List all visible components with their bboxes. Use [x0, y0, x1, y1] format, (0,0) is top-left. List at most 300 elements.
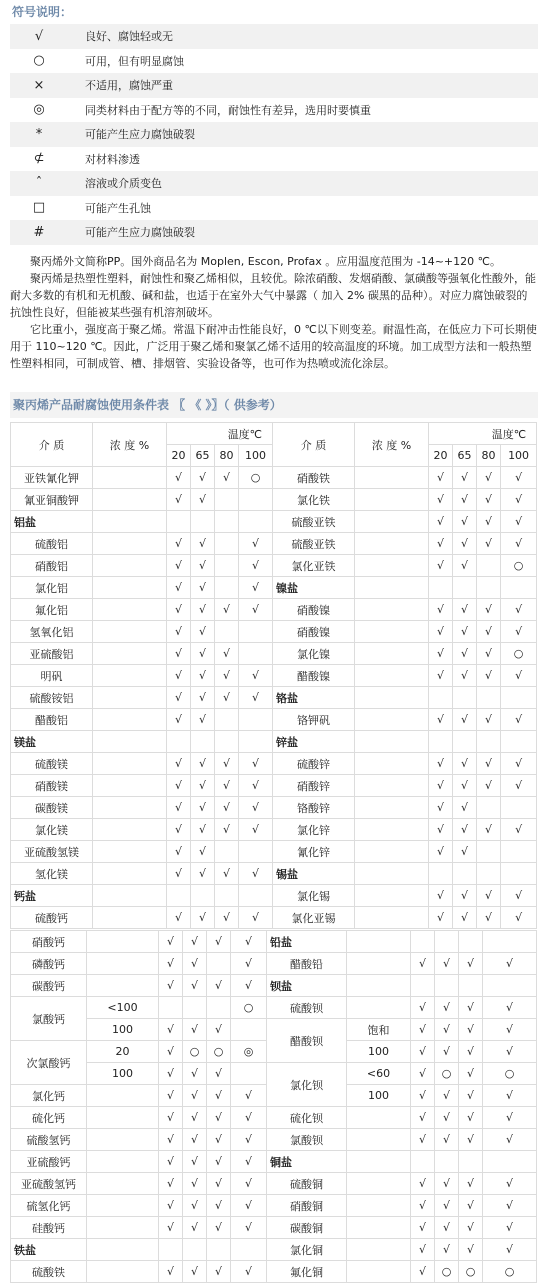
- concentration-cell: [87, 1195, 159, 1217]
- rating-cell: [453, 687, 477, 709]
- rating-cell: √: [215, 665, 239, 687]
- rating-cell: √: [167, 709, 191, 731]
- rating-cell: √: [483, 953, 537, 975]
- rating-cell: √: [183, 1217, 207, 1239]
- rating-cell: √: [231, 953, 267, 975]
- rating-cell: √: [183, 1085, 207, 1107]
- medium-cell: 硫酸亚铁: [273, 533, 355, 555]
- rating-cell: √: [207, 1129, 231, 1151]
- rating-cell: [501, 863, 537, 885]
- legend-symbol: #: [33, 224, 45, 240]
- rating-cell: [239, 709, 273, 731]
- medium-cell: 硫酸铵铝: [11, 687, 93, 709]
- concentration-cell: [93, 731, 167, 753]
- rating-cell: ○: [435, 1261, 459, 1283]
- rating-cell: √: [429, 819, 453, 841]
- rating-cell: [215, 489, 239, 511]
- rating-cell: [453, 577, 477, 599]
- rating-cell: √: [459, 1107, 483, 1129]
- rating-cell: [215, 511, 239, 533]
- rating-cell: √: [429, 621, 453, 643]
- table-row: [11, 643, 537, 665]
- rating-cell: √: [183, 1129, 207, 1151]
- rating-cell: [239, 621, 273, 643]
- rating-cell: ○: [207, 1041, 231, 1063]
- medium-cell: 亚硫酸氢钙: [11, 1173, 87, 1195]
- concentration-cell: [93, 819, 167, 841]
- corrosion-table-2: [10, 930, 537, 1283]
- rating-cell: √: [459, 953, 483, 975]
- concentration-cell: [93, 775, 167, 797]
- rating-cell: √: [435, 1107, 459, 1129]
- corrosion-table-1: [10, 422, 537, 929]
- rating-cell: √: [215, 775, 239, 797]
- rating-cell: ○: [483, 1261, 537, 1283]
- rating-cell: ○: [501, 555, 537, 577]
- legend-symbol: √: [34, 28, 44, 44]
- concentration-cell: [355, 775, 429, 797]
- table-row: [11, 533, 537, 555]
- rating-cell: [429, 863, 453, 885]
- table-row: [11, 775, 537, 797]
- legend-row: [10, 147, 538, 172]
- medium-cell: 氯化锡: [273, 885, 355, 907]
- rating-cell: √: [167, 775, 191, 797]
- rating-cell: √: [459, 1173, 483, 1195]
- rating-cell: √: [239, 797, 273, 819]
- concentration-cell: 20: [87, 1041, 159, 1063]
- rating-cell: √: [191, 819, 215, 841]
- medium-cell: 铁盐: [11, 1239, 87, 1261]
- rating-cell: [167, 511, 191, 533]
- concentration-cell: [355, 863, 429, 885]
- rating-cell: [429, 687, 453, 709]
- rating-cell: √: [453, 665, 477, 687]
- rating-cell: √: [501, 665, 537, 687]
- rating-cell: √: [191, 489, 215, 511]
- header-temp-20: 20: [167, 445, 191, 467]
- rating-cell: [215, 885, 239, 907]
- rating-cell: [435, 1151, 459, 1173]
- concentration-cell: [87, 975, 159, 997]
- rating-cell: √: [239, 599, 273, 621]
- table-row: [11, 1239, 537, 1261]
- rating-cell: √: [453, 797, 477, 819]
- legend-symbol: □: [32, 200, 46, 216]
- rating-cell: √: [159, 1107, 183, 1129]
- medium-cell: 氯酸钙: [11, 997, 87, 1041]
- rating-cell: √: [501, 621, 537, 643]
- concentration-cell: [355, 709, 429, 731]
- concentration-cell: <100: [87, 997, 159, 1019]
- rating-cell: [477, 797, 501, 819]
- rating-cell: √: [207, 975, 231, 997]
- concentration-cell: [355, 731, 429, 753]
- concentration-cell: [93, 643, 167, 665]
- rating-cell: √: [231, 1151, 267, 1173]
- concentration-cell: 饱和: [347, 1019, 411, 1041]
- medium-cell: 碳酸镁: [11, 797, 93, 819]
- table-row: [11, 555, 537, 577]
- concentration-cell: [93, 841, 167, 863]
- rating-cell: √: [167, 819, 191, 841]
- header-temp-80: 80: [215, 445, 239, 467]
- concentration-cell: [93, 511, 167, 533]
- rating-cell: √: [477, 599, 501, 621]
- rating-cell: √: [411, 1085, 435, 1107]
- rating-cell: √: [453, 467, 477, 489]
- medium-cell: 铬钾矾: [273, 709, 355, 731]
- rating-cell: √: [215, 599, 239, 621]
- rating-cell: √: [239, 533, 273, 555]
- legend-row: [10, 220, 538, 245]
- rating-cell: √: [435, 1173, 459, 1195]
- rating-cell: [215, 841, 239, 863]
- concentration-cell: [347, 1239, 411, 1261]
- rating-cell: √: [453, 533, 477, 555]
- concentration-cell: [93, 467, 167, 489]
- table-row: [11, 1173, 537, 1195]
- medium-cell: 硫酸氢钙: [11, 1129, 87, 1151]
- rating-cell: √: [429, 775, 453, 797]
- medium-cell: 铬酸锌: [273, 797, 355, 819]
- rating-cell: √: [191, 709, 215, 731]
- legend-title: 符号说明：: [12, 5, 73, 19]
- concentration-cell: [93, 665, 167, 687]
- medium-cell: 氯酸钡: [267, 1129, 347, 1151]
- rating-cell: √: [477, 709, 501, 731]
- rating-cell: √: [167, 797, 191, 819]
- legend-text: 可能产生孔蚀: [85, 201, 151, 215]
- medium-cell: 醋酸铅: [267, 953, 347, 975]
- medium-cell: 醋酸铝: [11, 709, 93, 731]
- rating-cell: √: [453, 621, 477, 643]
- rating-cell: √: [191, 775, 215, 797]
- concentration-cell: [355, 577, 429, 599]
- medium-cell: 镁盐: [11, 731, 93, 753]
- rating-cell: √: [477, 511, 501, 533]
- rating-cell: √: [231, 1173, 267, 1195]
- medium-cell: 硫酸钙: [11, 907, 93, 929]
- medium-cell: 硝酸钙: [11, 931, 87, 953]
- rating-cell: √: [501, 709, 537, 731]
- table-row: [11, 863, 537, 885]
- rating-cell: √: [183, 953, 207, 975]
- rating-cell: √: [501, 533, 537, 555]
- concentration-cell: [347, 1195, 411, 1217]
- medium-cell: 碳酸铜: [267, 1217, 347, 1239]
- concentration-cell: [87, 1151, 159, 1173]
- medium-cell: 醋酸镍: [273, 665, 355, 687]
- table-row: [11, 709, 537, 731]
- concentration-cell: [355, 907, 429, 929]
- rating-cell: √: [435, 1019, 459, 1041]
- header-temperature: 温度℃: [167, 423, 273, 445]
- concentration-cell: [355, 533, 429, 555]
- table-row: [11, 1261, 537, 1283]
- rating-cell: [435, 931, 459, 953]
- table-row: [11, 819, 537, 841]
- medium-cell: 硫化钙: [11, 1107, 87, 1129]
- rating-cell: [501, 577, 537, 599]
- rating-cell: √: [429, 555, 453, 577]
- rating-cell: [167, 731, 191, 753]
- medium-cell: 氟化铜: [267, 1261, 347, 1283]
- rating-cell: √: [231, 1195, 267, 1217]
- rating-cell: √: [435, 997, 459, 1019]
- rating-cell: √: [231, 1107, 267, 1129]
- rating-cell: √: [429, 533, 453, 555]
- rating-cell: √: [477, 775, 501, 797]
- rating-cell: √: [191, 863, 215, 885]
- medium-cell: 亚硫酸铝: [11, 643, 93, 665]
- rating-cell: [239, 841, 273, 863]
- legend-text: 对材料渗透: [85, 152, 140, 166]
- rating-cell: √: [477, 753, 501, 775]
- concentration-cell: [355, 665, 429, 687]
- legend-row: [10, 98, 538, 123]
- rating-cell: √: [239, 753, 273, 775]
- legend-symbol: ˆ: [35, 175, 43, 191]
- rating-cell: √: [215, 753, 239, 775]
- rating-cell: [215, 533, 239, 555]
- rating-cell: [429, 731, 453, 753]
- medium-cell: 硫酸钡: [267, 997, 347, 1019]
- table-row: [11, 1129, 537, 1151]
- table-row: [11, 511, 537, 533]
- legend-symbol: ○: [33, 53, 45, 69]
- rating-cell: √: [501, 753, 537, 775]
- rating-cell: √: [239, 577, 273, 599]
- rating-cell: √: [429, 467, 453, 489]
- rating-cell: √: [191, 665, 215, 687]
- legend-text: 良好、腐蚀轻或无: [85, 30, 173, 44]
- medium-cell: 硫酸亚铁: [273, 511, 355, 533]
- header-temp-100: 100: [239, 445, 273, 467]
- table-row: [11, 665, 537, 687]
- rating-cell: √: [207, 931, 231, 953]
- rating-cell: √: [239, 863, 273, 885]
- rating-cell: √: [459, 1085, 483, 1107]
- rating-cell: √: [159, 1217, 183, 1239]
- rating-cell: √: [159, 1041, 183, 1063]
- concentration-cell: [93, 489, 167, 511]
- legend-text: 可能产生应力腐蚀破裂: [85, 128, 195, 142]
- rating-cell: √: [167, 555, 191, 577]
- rating-cell: √: [167, 533, 191, 555]
- table-row: [11, 467, 537, 489]
- rating-cell: [459, 975, 483, 997]
- rating-cell: √: [215, 467, 239, 489]
- table-header-row: [11, 423, 537, 445]
- table-row: [11, 577, 537, 599]
- rating-cell: √: [483, 997, 537, 1019]
- rating-cell: √: [239, 687, 273, 709]
- legend-row: [10, 122, 538, 147]
- legend-symbol: ×: [33, 77, 45, 93]
- rating-cell: √: [159, 1195, 183, 1217]
- concentration-cell: [355, 555, 429, 577]
- rating-cell: √: [215, 687, 239, 709]
- legend-symbol: ◎: [33, 102, 45, 118]
- medium-cell: 硫化钡: [267, 1107, 347, 1129]
- rating-cell: √: [183, 1019, 207, 1041]
- legend-symbol: *: [35, 126, 43, 142]
- rating-cell: [183, 1239, 207, 1261]
- concentration-cell: [355, 643, 429, 665]
- rating-cell: [459, 931, 483, 953]
- concentration-cell: [347, 1129, 411, 1151]
- medium-cell: 硫酸铝: [11, 533, 93, 555]
- rating-cell: √: [191, 687, 215, 709]
- rating-cell: √: [411, 1239, 435, 1261]
- legend-row: [10, 49, 538, 74]
- rating-cell: √: [159, 1063, 183, 1085]
- concentration-cell: [347, 1107, 411, 1129]
- concentration-cell: [347, 953, 411, 975]
- rating-cell: √: [501, 819, 537, 841]
- rating-cell: √: [411, 1019, 435, 1041]
- rating-cell: [429, 577, 453, 599]
- table-row: [11, 885, 537, 907]
- rating-cell: √: [207, 1019, 231, 1041]
- medium-cell: 氢氧化铝: [11, 621, 93, 643]
- medium-cell: 铝盐: [11, 511, 93, 533]
- rating-cell: √: [435, 1217, 459, 1239]
- table-row: [11, 753, 537, 775]
- rating-cell: √: [167, 643, 191, 665]
- medium-cell: 氯化亚锡: [273, 907, 355, 929]
- rating-cell: √: [435, 1239, 459, 1261]
- rating-cell: √: [411, 1217, 435, 1239]
- rating-cell: [215, 555, 239, 577]
- table-row: [11, 997, 537, 1019]
- rating-cell: √: [167, 467, 191, 489]
- table-row: [11, 975, 537, 997]
- rating-cell: √: [239, 555, 273, 577]
- rating-cell: √: [483, 1129, 537, 1151]
- medium-cell: 氯化镁: [11, 819, 93, 841]
- table-title-text: 聚丙烯产品耐腐蚀使用条件表 〖 《 》〗（ 供参考）: [13, 398, 282, 412]
- rating-cell: [215, 709, 239, 731]
- rating-cell: [231, 1019, 267, 1041]
- header-concentration: 浓 度 %: [93, 423, 167, 467]
- concentration-cell: [355, 489, 429, 511]
- rating-cell: √: [239, 819, 273, 841]
- concentration-cell: [355, 797, 429, 819]
- rating-cell: √: [435, 1085, 459, 1107]
- rating-cell: ○: [231, 997, 267, 1019]
- rating-cell: √: [483, 1041, 537, 1063]
- rating-cell: √: [459, 1195, 483, 1217]
- rating-cell: √: [435, 953, 459, 975]
- rating-cell: √: [435, 1129, 459, 1151]
- rating-cell: √: [459, 997, 483, 1019]
- rating-cell: √: [411, 953, 435, 975]
- medium-cell: 氰亚铜酸钾: [11, 489, 93, 511]
- rating-cell: [477, 577, 501, 599]
- rating-cell: √: [159, 1151, 183, 1173]
- rating-cell: √: [183, 1151, 207, 1173]
- medium-cell: 硅酸钙: [11, 1217, 87, 1239]
- rating-cell: √: [483, 1195, 537, 1217]
- medium-cell: 亚硫酸氢镁: [11, 841, 93, 863]
- concentration-cell: [87, 931, 159, 953]
- rating-cell: √: [215, 819, 239, 841]
- table-row: [11, 1019, 537, 1041]
- rating-cell: √: [459, 1041, 483, 1063]
- table-row: [11, 599, 537, 621]
- medium-cell: 镍盐: [273, 577, 355, 599]
- medium-cell: 氯化镍: [273, 643, 355, 665]
- rating-cell: [215, 621, 239, 643]
- concentration-cell: [93, 577, 167, 599]
- rating-cell: [477, 841, 501, 863]
- concentration-cell: [347, 931, 411, 953]
- rating-cell: √: [159, 1085, 183, 1107]
- medium-cell: 明矾: [11, 665, 93, 687]
- concentration-cell: [347, 1151, 411, 1173]
- rating-cell: √: [477, 885, 501, 907]
- concentration-cell: [355, 599, 429, 621]
- concentration-cell: [87, 1129, 159, 1151]
- rating-cell: [215, 731, 239, 753]
- rating-cell: √: [429, 489, 453, 511]
- concentration-cell: [87, 953, 159, 975]
- rating-cell: √: [453, 885, 477, 907]
- rating-cell: √: [459, 1239, 483, 1261]
- concentration-cell: [87, 1239, 159, 1261]
- concentration-cell: [93, 797, 167, 819]
- concentration-cell: <60: [347, 1063, 411, 1085]
- rating-cell: √: [239, 907, 273, 929]
- rating-cell: [191, 731, 215, 753]
- rating-cell: ○: [501, 643, 537, 665]
- rating-cell: √: [477, 643, 501, 665]
- rating-cell: √: [453, 753, 477, 775]
- rating-cell: [239, 489, 273, 511]
- rating-cell: ○: [435, 1063, 459, 1085]
- concentration-cell: [93, 709, 167, 731]
- concentration-cell: [93, 533, 167, 555]
- rating-cell: √: [167, 863, 191, 885]
- rating-cell: √: [167, 489, 191, 511]
- rating-cell: [239, 511, 273, 533]
- rating-cell: [215, 577, 239, 599]
- rating-cell: √: [459, 1129, 483, 1151]
- header-medium: 介 质: [273, 423, 355, 467]
- rating-cell: [459, 1151, 483, 1173]
- concentration-cell: [347, 997, 411, 1019]
- rating-cell: [159, 1239, 183, 1261]
- rating-cell: √: [483, 1217, 537, 1239]
- table-row: [11, 1217, 537, 1239]
- medium-cell: 硫酸镁: [11, 753, 93, 775]
- rating-cell: [435, 975, 459, 997]
- rating-cell: √: [453, 819, 477, 841]
- rating-cell: ◎: [231, 1041, 267, 1063]
- rating-cell: √: [183, 975, 207, 997]
- legend-text: 可用，但有明显腐蚀: [85, 54, 184, 68]
- rating-cell: √: [215, 643, 239, 665]
- concentration-cell: [355, 841, 429, 863]
- rating-cell: [207, 1239, 231, 1261]
- concentration-cell: [347, 975, 411, 997]
- medium-cell: 醋酸钡: [267, 1019, 347, 1063]
- rating-cell: √: [207, 1195, 231, 1217]
- rating-cell: [239, 643, 273, 665]
- rating-cell: √: [411, 1261, 435, 1283]
